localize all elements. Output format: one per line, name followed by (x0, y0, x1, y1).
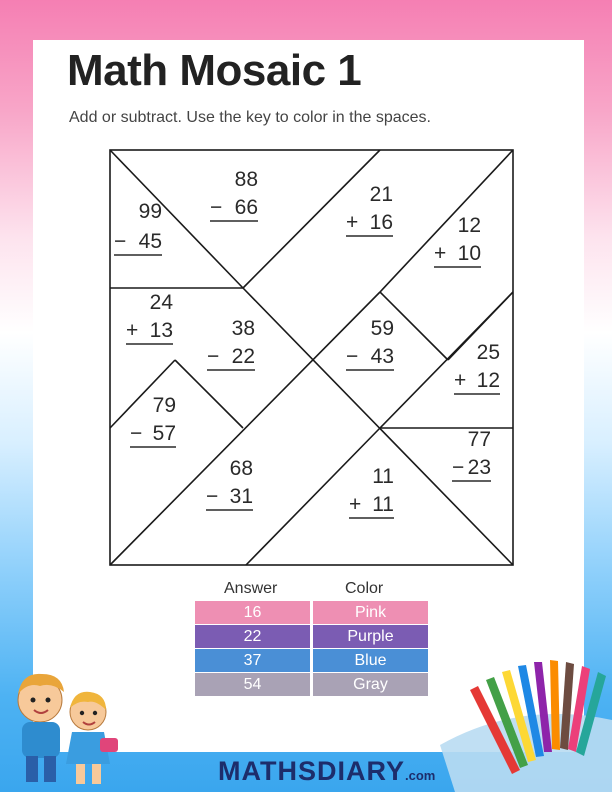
problem-operator: − (207, 345, 220, 368)
problem-operator: + (454, 369, 467, 392)
problem-bottom: 23 (467, 456, 491, 479)
problem-operator: + (349, 493, 362, 516)
problem-top: 99 (138, 200, 162, 223)
problem-bottom: 22 (231, 345, 255, 368)
key-color-header: Color (345, 580, 384, 597)
key-swatch: 16 (195, 601, 310, 624)
problem-bottom: 57 (152, 422, 176, 445)
problem-bottom: 45 (138, 230, 162, 253)
key-swatch: 22 (195, 625, 310, 648)
problem-bottom: 31 (229, 485, 253, 508)
problem-operator: + (346, 211, 359, 234)
problem-top: 21 (369, 183, 393, 206)
problem-bottom: 11 (372, 493, 394, 516)
problem-top: 88 (234, 168, 258, 191)
problem-bottom: 10 (457, 242, 481, 265)
instructions: Add or subtract. Use the key to color in the spaces. (69, 109, 431, 126)
site-logo (218, 756, 435, 787)
problem-operator: − (114, 230, 127, 253)
logo-brand: MATHSDIARY (218, 756, 405, 786)
problem-operator: + (126, 319, 139, 342)
problem-bottom: 43 (370, 345, 394, 368)
problem-operator: − (206, 485, 219, 508)
problem-operator: − (130, 422, 143, 445)
problem-bottom: 66 (234, 196, 258, 219)
problem-bottom: 16 (369, 211, 393, 234)
problem-top: 12 (457, 214, 481, 237)
page-title: Math Mosaic 1 (67, 46, 362, 95)
problem-top: 25 (476, 341, 500, 364)
problem-top: 24 (149, 291, 173, 314)
kids-illustration (18, 674, 118, 784)
key-color-name: Blue (313, 649, 428, 672)
problem-operator: − (210, 196, 223, 219)
problem-top: 59 (370, 317, 394, 340)
problem-bottom: 13 (149, 319, 173, 342)
problem-top: 38 (231, 317, 255, 340)
problem-top: 68 (229, 457, 253, 480)
problem-top: 11 (372, 465, 394, 488)
key-swatch: 37 (195, 649, 310, 672)
problem-operator: + (434, 242, 447, 265)
key-color-name: Pink (313, 601, 428, 624)
problem-operator: − (346, 345, 359, 368)
colored-pencils-illustration (440, 660, 612, 792)
key-color-name: Gray (313, 673, 428, 696)
problem-operator: − (452, 456, 465, 479)
key-color-name: Purple (313, 625, 428, 648)
problem-bottom: 12 (476, 369, 500, 392)
key-swatch: 54 (195, 673, 310, 696)
key-answer-header: Answer (224, 580, 278, 597)
problem-top: 79 (152, 394, 176, 417)
problem-top: 77 (467, 428, 491, 451)
logo-domain: .com (405, 768, 436, 783)
